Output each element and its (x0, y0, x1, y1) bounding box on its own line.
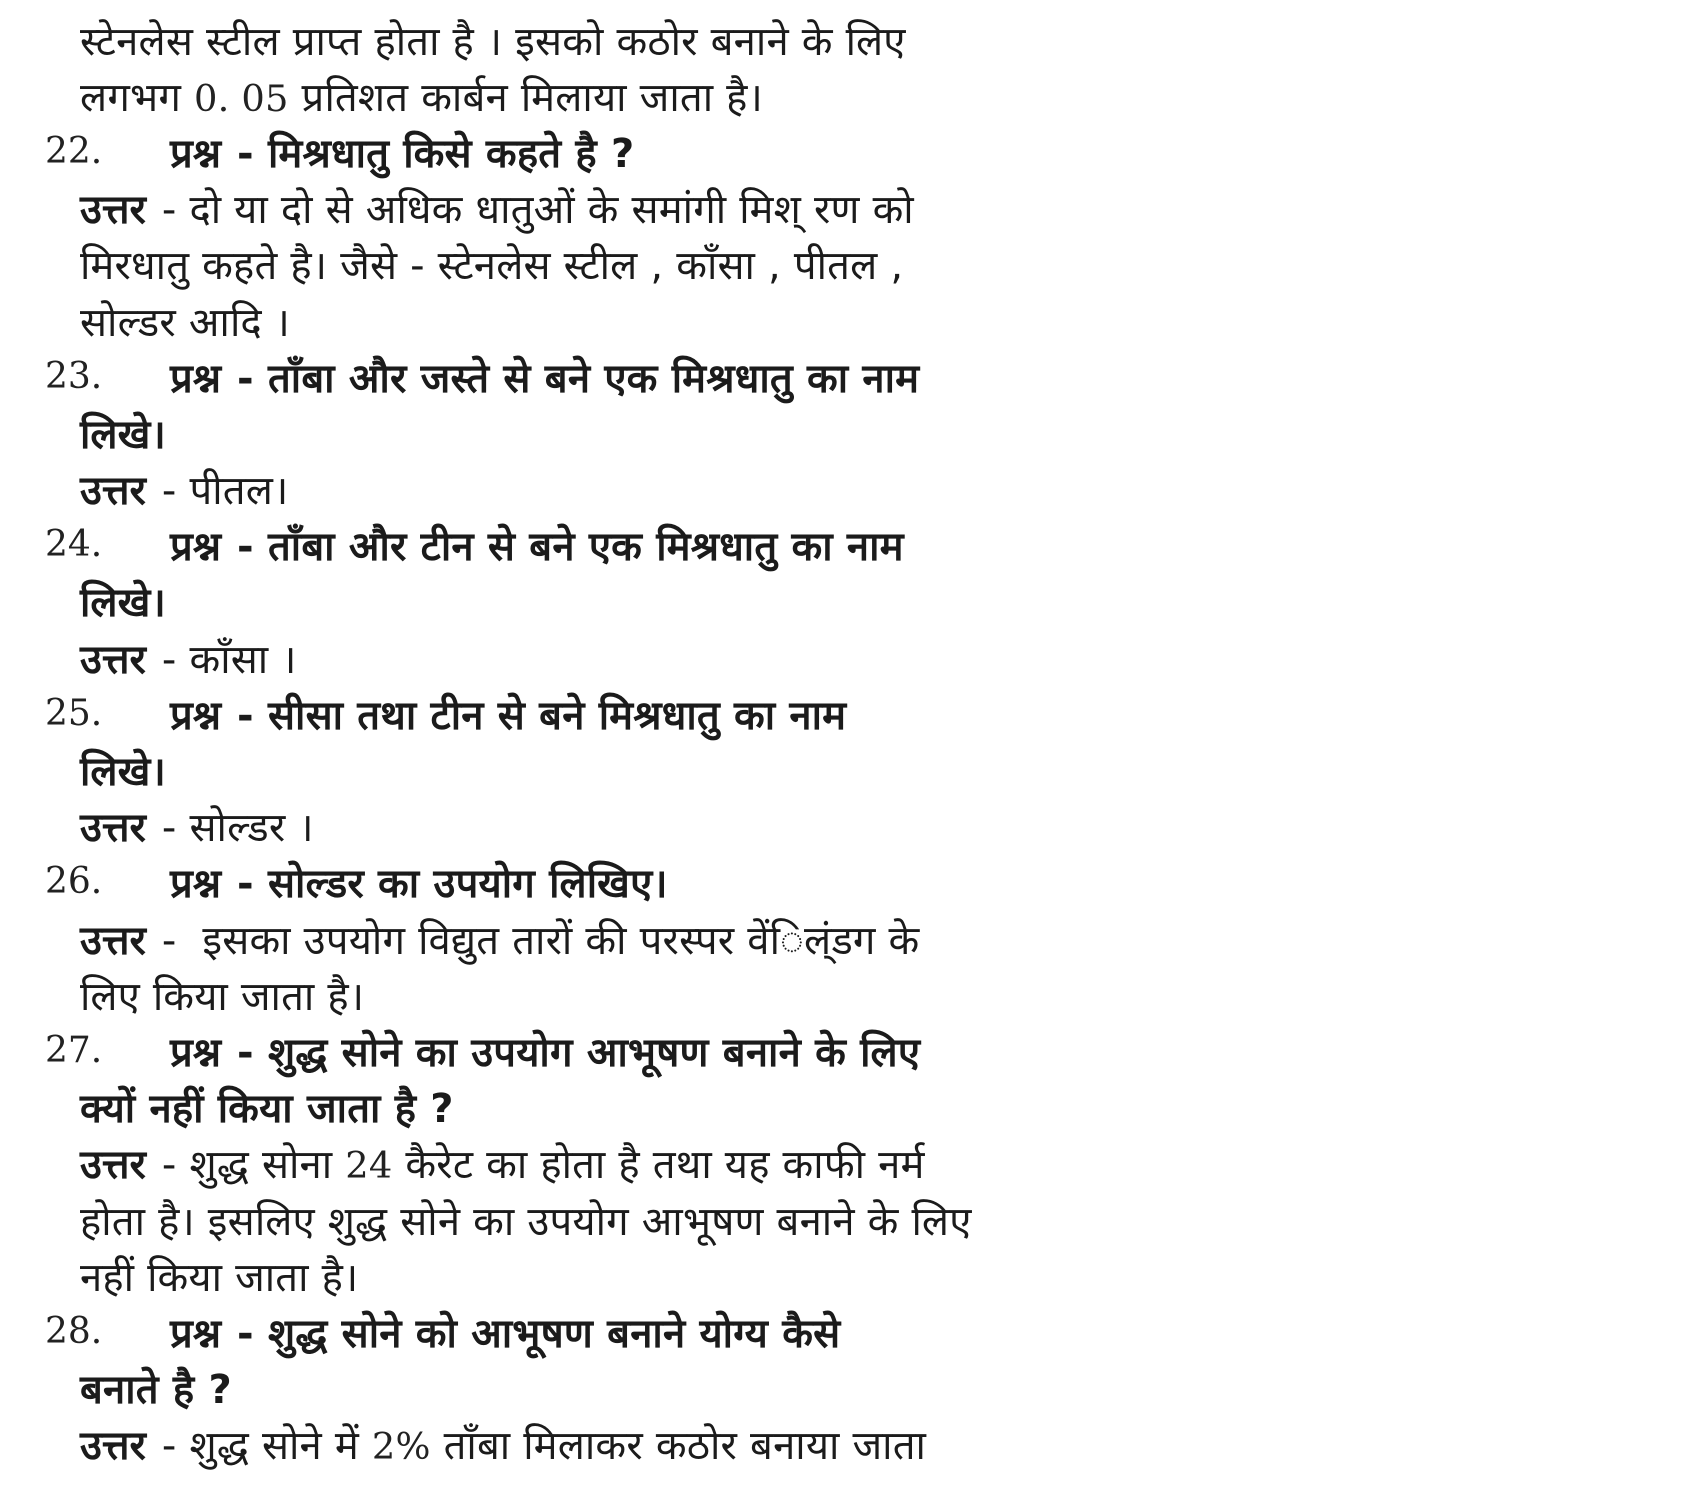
line-text: होता है। इसलिए शुद्ध सोने का उपयोग आभूषण बनाने के लिए (80, 1198, 972, 1245)
line-text: मिरधातु कहते है। जैसे - स्टेनलेस स्टील , काँसा , पीतल , (80, 243, 904, 290)
text-line (0, 685, 1700, 741)
text-line (0, 517, 1700, 573)
text-line (0, 11, 1700, 67)
line-label: प्रश्न (170, 692, 222, 739)
item-number: 28. (45, 1310, 103, 1352)
item-number: 25. (45, 692, 103, 734)
line-label: उत्तर (80, 917, 146, 964)
line-text: - काँसा । (161, 636, 297, 683)
item-number: 24. (45, 524, 103, 566)
text-line (0, 1416, 1700, 1472)
line-label: प्रश्न (170, 355, 222, 402)
line-text: - ताँबा और टीन से बने एक मिश्रधातु का नाम (237, 524, 904, 571)
text-line (0, 348, 1700, 404)
text-line (0, 236, 1700, 292)
text-line (0, 404, 1700, 460)
text-line (0, 1360, 1700, 1416)
text-line (0, 854, 1700, 910)
line-text: - दो या दो से अधिक धातुओं के समांगी मिश् रण को (161, 187, 914, 234)
item-number: 26. (45, 861, 103, 903)
text-line (0, 966, 1700, 1022)
line-text: - सोल्डर । (161, 805, 314, 852)
text-line (0, 798, 1700, 854)
line-label: उत्तर (80, 468, 146, 515)
line-label: प्रश्न (170, 524, 222, 571)
line-text: - शुद्ध सोना 24 कैरेट का होता है तथा यह काफी नर्म (161, 1142, 925, 1189)
line-text: लिखे। (80, 749, 166, 796)
text-line (0, 629, 1700, 685)
line-label: प्रश्न (170, 1310, 222, 1357)
text-line (0, 461, 1700, 517)
text-line (0, 67, 1700, 123)
line-text: - सोल्डर का उपयोग लिखिए। (237, 861, 668, 908)
line-text: सोल्डर आदि । (80, 299, 291, 346)
line-text: - पीतल। (161, 468, 289, 515)
item-number: 22. (45, 130, 103, 172)
document-lines (0, 11, 1700, 1472)
text-line (0, 741, 1700, 797)
line-text: लिए किया जाता है। (80, 973, 365, 1020)
text-line (0, 1247, 1700, 1303)
item-number: 23. (45, 355, 103, 397)
line-text: - इसका उपयोग विद्युत तारों की परस्पर वें◌िल्ंडग के (161, 917, 920, 964)
line-text: बनाते है ? (80, 1367, 232, 1414)
line-text: लगभग 0. 05 प्रतिशत कार्बन मिलाया जाता है। (80, 74, 763, 121)
line-label: उत्तर (80, 1423, 146, 1470)
text-line (0, 1191, 1700, 1247)
line-text: - शुद्ध सोने को आभूषण बनाने योग्य कैसे (237, 1310, 841, 1357)
line-text: - शुद्ध सोने में 2% ताँबा मिलाकर कठोर बनाया जाता (161, 1423, 927, 1470)
line-label: उत्तर (80, 187, 146, 234)
latin-numeral: 0. 05 (194, 76, 289, 120)
line-text: - सीसा तथा टीन से बने मिश्रधातु का नाम (237, 692, 847, 739)
line-text: नहीं किया जाता है। (80, 1254, 359, 1301)
text-line (0, 1079, 1700, 1135)
text-line (0, 573, 1700, 629)
line-text: क्यों नहीं किया जाता है ? (80, 1086, 454, 1133)
line-text: - मिश्रधातु किसे कहते है ? (237, 130, 635, 177)
text-line (0, 180, 1700, 236)
text-line (0, 910, 1700, 966)
line-label: प्रश्न (170, 1029, 222, 1076)
text-line (0, 1303, 1700, 1359)
latin-numeral: 24 (345, 1144, 393, 1188)
item-number: 27. (45, 1029, 103, 1071)
line-label: प्रश्न (170, 130, 222, 177)
line-text: स्टेनलेस स्टील प्राप्त होता है । इसको कठोर बनाने के लिए (80, 18, 906, 65)
text-line (0, 1135, 1700, 1191)
line-label: उत्तर (80, 636, 146, 683)
latin-numeral: 2% (371, 1425, 431, 1469)
line-label: उत्तर (80, 1142, 146, 1189)
line-text: लिखे। (80, 411, 166, 458)
text-line (0, 123, 1700, 179)
text-line (0, 292, 1700, 348)
line-text: - शुद्ध सोने का उपयोग आभूषण बनाने के लिए (237, 1029, 921, 1076)
line-label: प्रश्न (170, 861, 222, 908)
line-text: लिखे। (80, 580, 166, 627)
text-line (0, 1022, 1700, 1078)
line-text: - ताँबा और जस्ते से बने एक मिश्रधातु का नाम (237, 355, 920, 402)
line-label: उत्तर (80, 805, 146, 852)
